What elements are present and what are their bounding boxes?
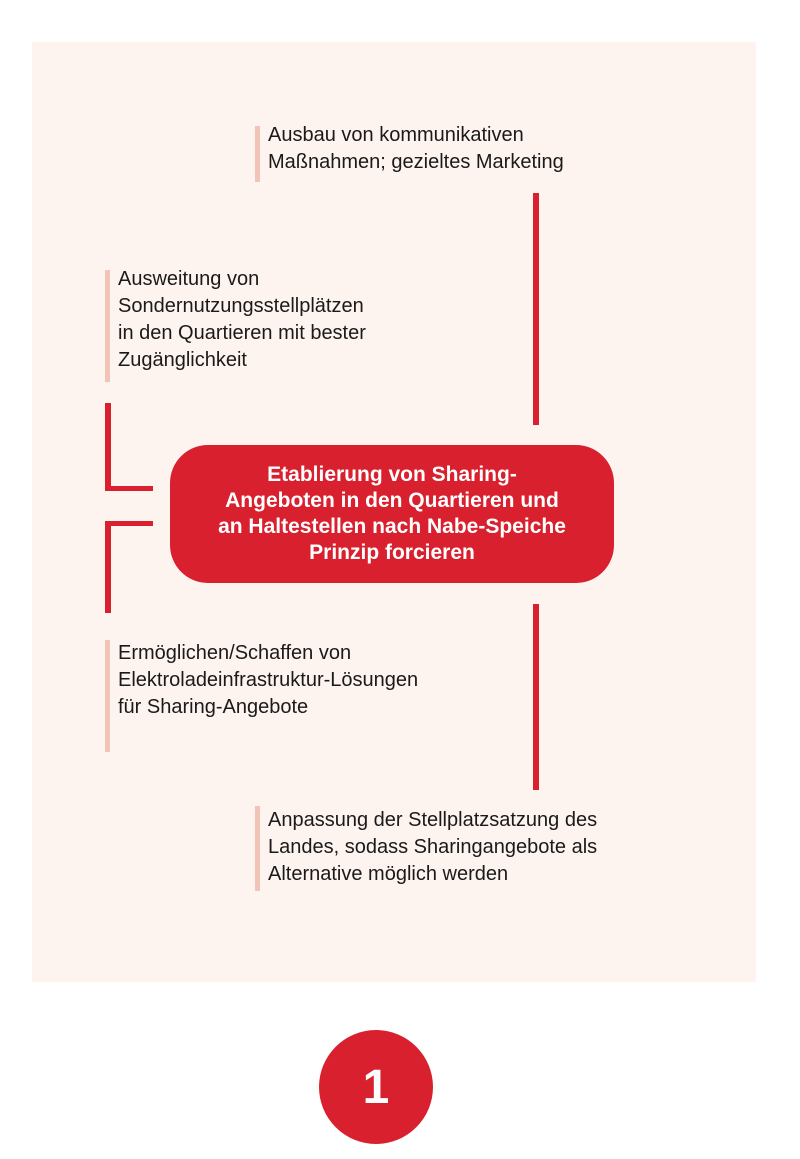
- connector-top-vertical: [533, 193, 539, 425]
- number-badge-label: 1: [362, 1060, 390, 1114]
- measure-parking-spaces: Ausweitung von Sondernutzungsstellplätzen in den Quartieren mit bester Zugänglichkeit: [118, 268, 366, 371]
- number-badge: [319, 1030, 433, 1144]
- note-accent-bar: [105, 270, 110, 382]
- note-accent-bar: [255, 126, 260, 182]
- connector-upper-left-vertical: [105, 403, 111, 491]
- note-accent-bar: [255, 806, 260, 891]
- connector-upper-left-horizontal: [105, 486, 153, 491]
- connector-lower-left-horizontal: [105, 521, 153, 526]
- central-goal-label: Etablierung von Sharing- Angeboten in den Quartieren und an Haltestellen nach Nabe-Speiche Prinzip forcieren: [218, 463, 566, 564]
- measure-marketing: Ausbau von kommunikativen Maßnahmen; gezieltes Marketing: [268, 124, 564, 173]
- central-goal-box: [170, 445, 614, 583]
- connector-lower-left-vertical: [105, 521, 111, 613]
- connector-bottom-vertical: [533, 604, 539, 790]
- measure-charging-infrastructure: Ermöglichen/Schaffen von Elektroladeinfrastruktur-Lösungen für Sharing-Angebote: [118, 642, 419, 718]
- measure-parking-statute: Anpassung der Stellplatzsatzung des Landes, sodass Sharingangebote als Alternative möglich werden: [268, 809, 598, 885]
- note-accent-bar: [105, 640, 110, 752]
